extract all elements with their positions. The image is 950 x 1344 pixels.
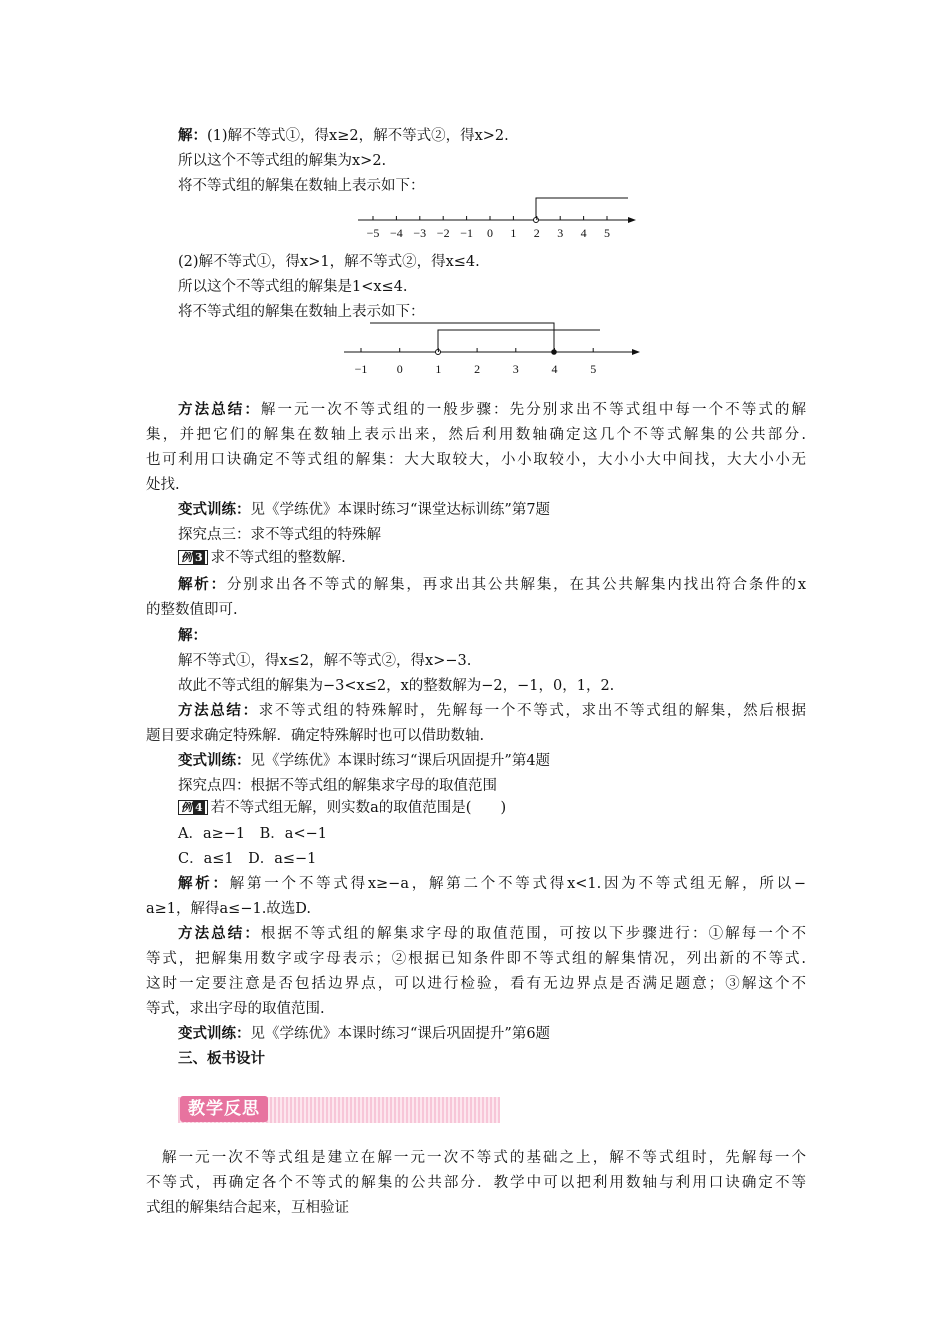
method-summary-2-line2: 题目要求确定特殊解．确定特殊解时也可以借助数轴.: [146, 728, 485, 744]
analysis-text: 解第一个不等式得x≥−a，解第二个不等式得x<1.因为不等式组无解，所以−: [229, 876, 806, 892]
reflection-banner-title: 教学反思: [180, 1096, 268, 1122]
tick-label: −5: [366, 226, 380, 240]
method-summary-1: [146, 400, 806, 420]
tick-label: 0: [396, 362, 403, 376]
variant-label: 变式训练：: [178, 501, 251, 518]
example-badge: 例 3: [178, 550, 208, 565]
method-summary-3-line2: [146, 949, 806, 969]
tick-label: 3: [512, 362, 519, 376]
variant-label: 变式训练：: [178, 1025, 251, 1042]
tick-label: 5: [604, 226, 610, 240]
method-summary-3-line3: [146, 974, 806, 994]
method-summary-3: [146, 924, 806, 944]
method-summary-2: [146, 701, 806, 721]
solution-label: 解：: [178, 127, 207, 144]
variant-training-3: [178, 1024, 550, 1044]
analysis-3: [146, 575, 806, 595]
variant-text: 见《学练优》本课时练习“课后巩固提升”第4题: [250, 753, 551, 769]
method-summary-1-line2: [146, 425, 806, 445]
reflection-line-2: 不等式，再确定各个不等式的解集的公共部分．教学中可以把利用数轴与利用口诀确定不等: [146, 1175, 806, 1191]
analysis-4: [146, 874, 806, 894]
summary-label: 方法总结：: [178, 401, 261, 418]
tick-label: 4: [551, 362, 558, 376]
tick-label: 1: [435, 362, 442, 376]
open-point-2: [534, 218, 539, 223]
variant-training-2: [178, 751, 550, 771]
summary-text: 这时一定要注意是否包括边界点，可以进行检验，看有无边界点是否满足题意；③解这个不: [146, 976, 806, 992]
variant-text: 见《学练优》本课时练习“课堂达标训练”第7题: [250, 502, 551, 518]
example-4-text: 若不等式组无解，则实数a的取值范围是( ): [210, 800, 507, 816]
solution-region-x-le-4: [370, 323, 554, 352]
variant-text: 见《学练优》本课时练习“课后巩固提升”第6题: [250, 1026, 551, 1042]
analysis-label: 解析：: [178, 576, 227, 593]
analysis-3-line2: 的整数值即可.: [146, 602, 238, 618]
summary-text: 也可利用口诀确定不等式组的解集：大大取较大，小小取较小，大小小大中间找，大大小小无: [146, 452, 806, 468]
solution-3-line2: 故此不等式组的解集为−3<x≤2，x的整数解为−2，−1，0，1，2.: [178, 678, 615, 694]
example-4: [178, 798, 506, 818]
solution-1-result: 所以这个不等式组的解集为x>2.: [178, 153, 387, 169]
analysis-4-line2: a≥1，解得a≤−1.故选D.: [146, 901, 312, 917]
options-line-2: C．a≤1 D．a≤−1: [178, 851, 317, 867]
tick-label: 2: [533, 226, 540, 240]
reflection-line-1: 解一元一次不等式组是建立在解一元一次不等式的基础之上，解不等式组时，先解每一个: [162, 1150, 806, 1166]
variant-training-1: [178, 500, 550, 520]
options-line-1: A．a≥−1 B．a<−1: [178, 826, 327, 842]
section-heading: 三、板书设计: [178, 1050, 265, 1067]
solution-1-text: (1)解不等式①，得x≥2，解不等式②，得x>2.: [207, 128, 509, 144]
tick-label: −1: [354, 362, 368, 376]
tick-label: −3: [413, 226, 427, 240]
analysis-text: 分别求出各不等式的解集，再求出其公共解集，在其公共解集内找出符合条件的x: [226, 577, 806, 593]
number-line-1: [350, 190, 650, 250]
solution-1-axis-intro: 将不等式组的解集在数轴上表示如下：: [178, 178, 425, 194]
summary-label: 方法总结：: [178, 702, 259, 719]
solution-2-axis-intro: 将不等式组的解集在数轴上表示如下：: [178, 304, 425, 320]
axis-1-arrow: [628, 217, 636, 223]
solution-2-result: 所以这个不等式组的解集是1<x≤4.: [178, 279, 408, 295]
summary-text: 集，并把它们的解集在数轴上表示出来，然后利用数轴确定这几个不等式解集的公共部分.: [146, 427, 806, 443]
tick-label: 1: [510, 226, 517, 240]
explore-point-4: 探究点四：根据不等式组的解集求字母的取值范围: [178, 778, 497, 794]
solution-region-x-gt-1: [438, 330, 600, 352]
tick-label: 3: [557, 226, 564, 240]
tick-label: −1: [460, 226, 473, 240]
summary-label: 方法总结：: [178, 925, 261, 942]
solution-3-label: 解：: [178, 627, 207, 644]
tick-label: 2: [474, 362, 481, 376]
summary-text: 根据不等式组的解集求字母的取值范围，可按以下步骤进行：①解每一个不: [260, 926, 806, 942]
tick-label: −2: [436, 226, 450, 240]
example-3-text: 求不等式组的整数解.: [210, 550, 346, 566]
solution-region-1: [536, 198, 628, 220]
tick-label: 4: [580, 226, 587, 240]
example-3: [178, 548, 346, 568]
axis-2-arrow: [632, 349, 640, 355]
tick-label: 0: [487, 226, 493, 240]
explore-point-3: 探究点三：求不等式组的特殊解: [178, 527, 381, 543]
solution-1-line: [178, 126, 509, 146]
summary-text: 等式，把解集用数字或字母表示；②根据已知条件即不等式组的解集情况，列出新的不等式.: [146, 951, 806, 967]
method-summary-1-line4: 处找.: [146, 477, 180, 493]
tick-label: −4: [390, 226, 403, 240]
reflection-line-3: 式组的解集结合起来，互相验证: [146, 1200, 349, 1216]
variant-label: 变式训练：: [178, 752, 251, 769]
solution-2-line: (2)解不等式①，得x>1，解不等式②，得x≤4.: [178, 254, 480, 270]
solution-3-line1: 解不等式①，得x≤2，解不等式②，得x>−3.: [178, 653, 472, 669]
example-badge: 例 4: [178, 800, 208, 815]
analysis-label: 解析：: [178, 875, 230, 892]
number-line-2: [340, 318, 650, 380]
tick-label: 5: [590, 362, 597, 376]
method-summary-1-line3: [146, 450, 806, 470]
method-summary-3-line4: 等式，求出字母的取值范围.: [146, 1001, 325, 1017]
summary-text: 求不等式组的特殊解时，先解每一个不等式，求出不等式组的解集，然后根据: [258, 703, 807, 719]
summary-text: 解一元一次不等式组的一般步骤：先分别求出不等式组中每一个不等式的解: [260, 402, 806, 418]
